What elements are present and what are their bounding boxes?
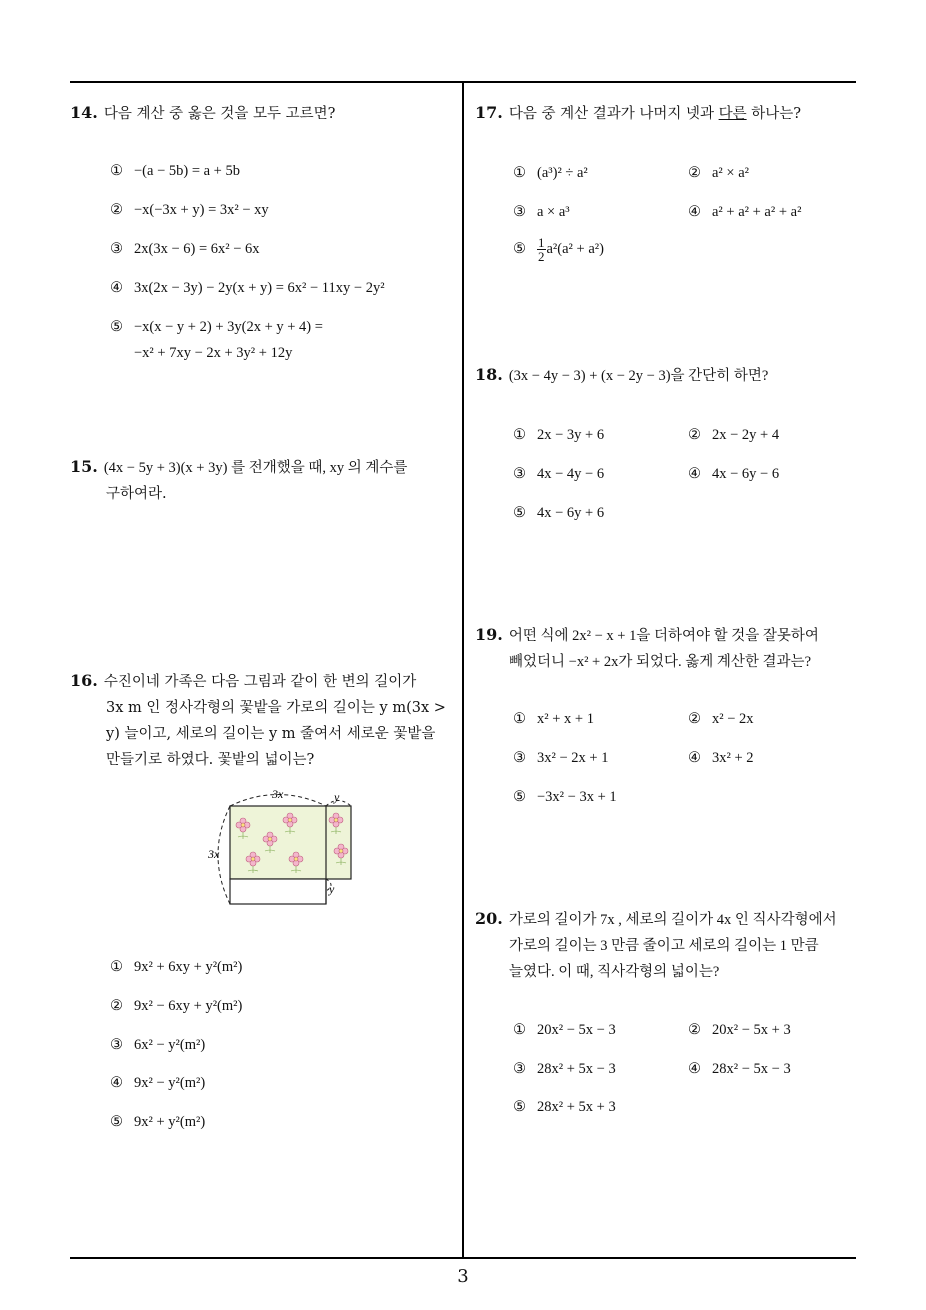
question-number: 20. (475, 909, 503, 928)
underlined-word: 다른 (718, 106, 747, 122)
figure-label-bottom-right: y (329, 882, 335, 896)
question-17: 17. 다음 중 계산 결과가 나머지 넷과 다른 하나는? (475, 103, 802, 122)
option-19-3[interactable]: ③ 3x² − 2x + 1 (513, 750, 609, 766)
option-17-2[interactable]: ② a² × a² (688, 165, 749, 181)
page-number: 3 (457, 1266, 469, 1287)
option-19-4[interactable]: ④ 3x² + 2 (688, 750, 754, 766)
figure-label-left: 3x (208, 847, 220, 861)
option-17-4[interactable]: ④ a² + a² + a² + a² (688, 204, 802, 220)
option-14-2[interactable]: ② −x(−3x + y) = 3x² − xy (110, 202, 269, 218)
option-19-5[interactable]: ⑤ −3x² − 3x + 1 (513, 789, 617, 805)
question-text: (3x − 4y − 3) + (x − 2y − 3)을 간단히 하면? (508, 368, 769, 384)
option-16-2[interactable]: ② 9x² − 6xy + y²(m²) (110, 998, 243, 1014)
option-14-5[interactable]: ⑤ −x(x − y + 2) + 3y(2x + y + 4) = (110, 319, 323, 335)
question-number: 18. (475, 365, 503, 384)
question-text: 어떤 식에 2x² − x + 1을 더하여야 할 것을 잘못하여 (508, 628, 819, 644)
question-number: 15. (70, 457, 98, 476)
question-text: 다음 계산 중 옳은 것을 모두 고르면? (103, 106, 336, 122)
option-19-1[interactable]: ① x² + x + 1 (513, 711, 594, 727)
fraction: $\frac{1}{2}$ (538, 235, 545, 264)
option-18-3[interactable]: ③ 4x − 4y − 6 (513, 466, 605, 482)
option-20-2[interactable]: ② 20x² − 5x + 3 (688, 1022, 791, 1038)
option-20-4[interactable]: ④ 28x² − 5x − 3 (688, 1061, 791, 1077)
option-14-4[interactable]: ④ 3x(2x − 3y) − 2y(x + y) = 6x² − 11xy − 2y² (110, 280, 385, 296)
question-number: 19. (475, 625, 503, 644)
question-number: 16. (70, 671, 98, 690)
option-20-1[interactable]: ① 20x² − 5x − 3 (513, 1022, 616, 1038)
garden-figure (200, 787, 360, 912)
option-16-1[interactable]: ① 9x² + 6xy + y²(m²) (110, 959, 243, 975)
question-number: 17. (475, 103, 503, 122)
question-16: 16. 수진이네 가족은 다음 그림과 같이 한 변의 길이가 3x m 인 정사각형의 꽃밭을 가로의 길이는 y m(3x > y) 늘이고, 세로의 길이는 y m 줄여서 세로운 꽃밭을 만들기로 하였다. 꽃밭의 넓이는? (70, 671, 446, 768)
question-text-line2: 구하여라. (106, 486, 167, 502)
figure-label-top-right: y (334, 790, 340, 804)
option-20-3[interactable]: ③ 28x² + 5x − 3 (513, 1061, 616, 1077)
option-16-5[interactable]: ⑤ 9x² + y²(m²) (110, 1114, 206, 1130)
option-16-3[interactable]: ③ 6x² − y²(m²) (110, 1037, 206, 1053)
question-20: 20. 가로의 길이가 7x , 세로의 길이가 4x 인 직사각형에서 가로의 길이는 3 만큼 줄이고 세로의 길이는 1 만큼 늘였다. 이 때, 직사각형의 넓이는? (475, 909, 837, 980)
question-18 (475, 362, 860, 389)
option-17-3[interactable]: ③ a × a³ (513, 204, 570, 220)
figure-label-top: 3x (272, 787, 284, 801)
option-18-2[interactable]: ② 2x − 2y + 4 (688, 427, 780, 443)
column-divider (462, 81, 464, 1259)
question-14 (70, 100, 455, 127)
option-18-5[interactable]: ⑤ 4x − 6y + 6 (513, 505, 605, 521)
option-18-1[interactable]: ① 2x − 3y + 6 (513, 427, 605, 443)
option-17-5[interactable]: ⑤ $\frac{1}{2}$ a²(a² + a²) (513, 235, 604, 264)
option-18-4[interactable]: ④ 4x − 6y − 6 (688, 466, 780, 482)
question-text: 가로의 길이가 7x , 세로의 길이가 4x 인 직사각형에서 (508, 912, 837, 928)
option-14-5-continued: −x² + 7xy − 2x + 3y² + 12y (134, 345, 293, 361)
question-text: (4x − 5y + 3)(x + 3y) 를 전개했을 때, xy 의 계수를 (103, 460, 408, 476)
question-number: 14. (70, 103, 98, 122)
option-16-4[interactable]: ④ 9x² − y²(m²) (110, 1075, 206, 1091)
option-14-3[interactable]: ③ 2x(3x − 6) = 6x² − 6x (110, 241, 260, 257)
option-14-1[interactable]: ① −(a − 5b) = a + 5b (110, 163, 240, 179)
question-text: 수진이네 가족은 다음 그림과 같이 한 변의 길이가 (103, 674, 417, 690)
question-19: 19. 어떤 식에 2x² − x + 1을 더하여야 할 것을 잘못하여 빼었더니 −x² + 2x가 되었다. 옳게 계산한 결과는? (475, 625, 819, 670)
option-20-5[interactable]: ⑤ 28x² + 5x + 3 (513, 1099, 616, 1115)
option-19-2[interactable]: ② x² − 2x (688, 711, 754, 727)
option-17-1[interactable]: ① (a³)² ÷ a² (513, 165, 588, 181)
question-15 (70, 454, 455, 507)
